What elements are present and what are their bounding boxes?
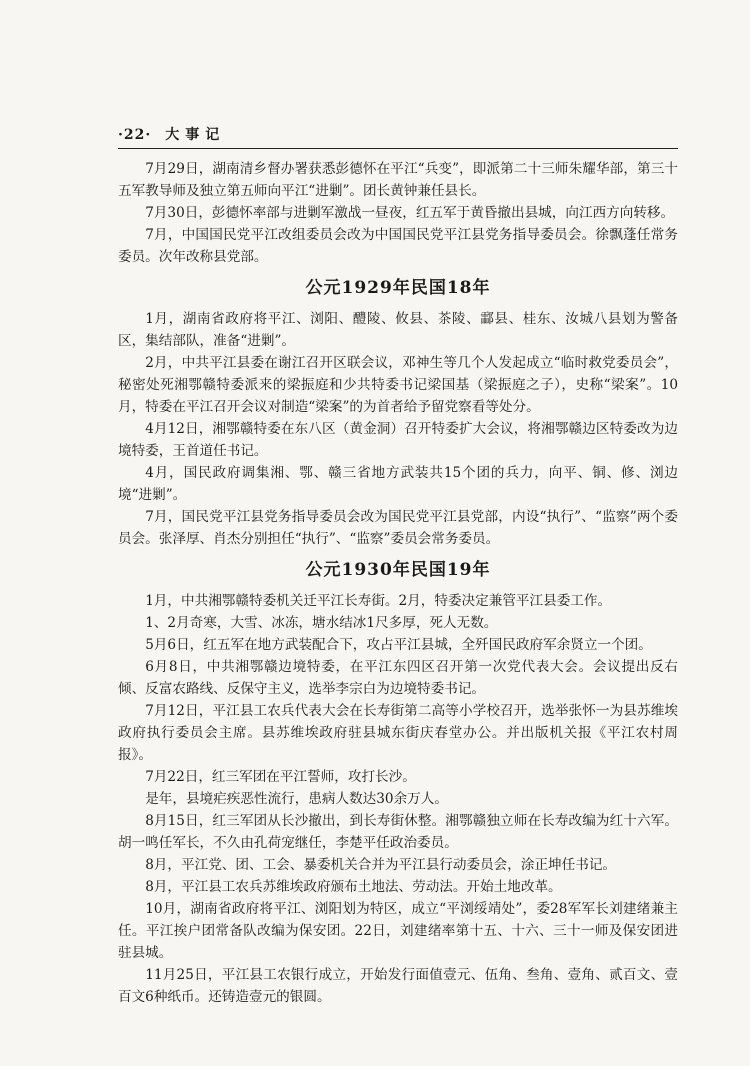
paragraph: 7月30日，彭德怀率部与进剿军激战一昼夜，红五军于黄昏撤出县城，向江西方向转移。 [145,205,675,221]
paragraph: 1、2月奇寒，大雪、冰冻，塘水结冰1尺多厚，死人无数。 [145,615,498,631]
document-body [118,158,678,1008]
paragraph: 4月12日，湘鄂赣特委在东八区（黄金洞）召开特委扩大会议，将湘鄂赣边区特委改为边境特委，王首道任书记。 [118,421,678,459]
paragraph: 1月，中共湘鄂赣特委机关迁平江长寿街。2月，特委决定兼管平江县委工作。 [145,593,612,609]
paragraph: 7月29日，湖南清乡督办署获悉彭德怀在平江“兵变”，即派第二十三师朱耀华部，第三十五军教导师及独立第五师向平江“进剿”。团长黄钟兼任县长。 [118,161,678,199]
year-heading: 公元1930年民国19年 [305,560,491,580]
paragraph: 4月，国民政府调集湘、鄂、赣三省地方武装共15个团的兵力，向平、铜、修、浏边境“进剿”。 [118,465,678,503]
paragraph: 5月6日，红五军在地方武装配合下，攻占平江县城，全歼国民政府军余贤立一个团。 [145,637,652,653]
paragraph: 8月15日，红三军团从长沙撤出，到长寿街休整。湘鄂赣独立师在长寿改编为红十六军。胡一鸣任军长，不久由孔荷宠继任，李楚平任政治委员。 [118,813,678,851]
header-rule [118,148,678,149]
paragraph: 是年，县境疟疾恶性流行，患病人数达30余万人。 [145,791,448,807]
paragraph: 1月，湖南省政府将平江、浏阳、醴陵、攸县、茶陵、酃县、桂东、汝城八县划为警备区，集结部队，准备“进剿”。 [118,311,678,349]
paragraph: 2月，中共平江县委在谢江召开区联会议，邓神生等几个人发起成立“临时救党委员会”，秘密处死湘鄂赣特委派来的梁振庭和少共特委书记梁国基（梁振庭之子），史称“梁案”。10月，特委在平江召开会议对制造“梁案”的为首者给予留党察看等处分。 [118,355,678,415]
running-title: 大事记 [165,127,226,143]
paragraph: 7月，中国国民党平江改组委员会改为中国国民党平江县党务指导委员会。徐飘蓬任常务委员。次年改称县党部。 [118,227,678,265]
paragraph: 11月25日，平江县工农银行成立，开始发行面值壹元、伍角、叁角、壹角、贰百文、壹百文6种纸币。还铸造壹元的银圆。 [118,967,678,1005]
running-head [118,124,225,144]
paragraph: 10月，湖南省政府将平江、浏阳划为特区，成立“平浏绥靖处”，委28军军长刘建绪兼主任。平江挨户团常备队改编为保安团。22日，刘建绪率第十五、十六、三十一师及保安团进驻县城。 [118,901,678,961]
page-number: ·22· [118,127,152,143]
paragraph: 7月，国民党平江县党务指导委员会改为国民党平江县党部，内设“执行”、“监察”两个委员会。张泽厚、肖杰分别担任“执行”、“监察”委员会常务委员。 [118,509,678,547]
paragraph: 7月12日，平江县工农兵代表大会在长寿街第二高等小学校召开，选举张怀一为县苏维埃政府执行委员会主席。县苏维埃政府驻县城东街庆春堂办公。并出版机关报《平江农村周报》。 [118,703,678,763]
paragraph: 7月22日，红三军团在平江誓师，攻打长沙。 [145,769,416,785]
year-heading: 公元1929年民国18年 [305,278,491,298]
paragraph: 8月，平江党、团、工会、暴委机关合并为平江县行动委员会，涂正坤任书记。 [145,857,617,873]
paragraph: 6月8日，中共湘鄂赣边境特委，在平江东四区召开第一次党代表大会。会议提出反右倾、反富农路线、反保守主义，选举李宗白为边境特委书记。 [118,659,678,697]
paragraph: 8月，平江县工农兵苏维埃政府颁布土地法、劳动法。开始土地改革。 [145,879,562,895]
